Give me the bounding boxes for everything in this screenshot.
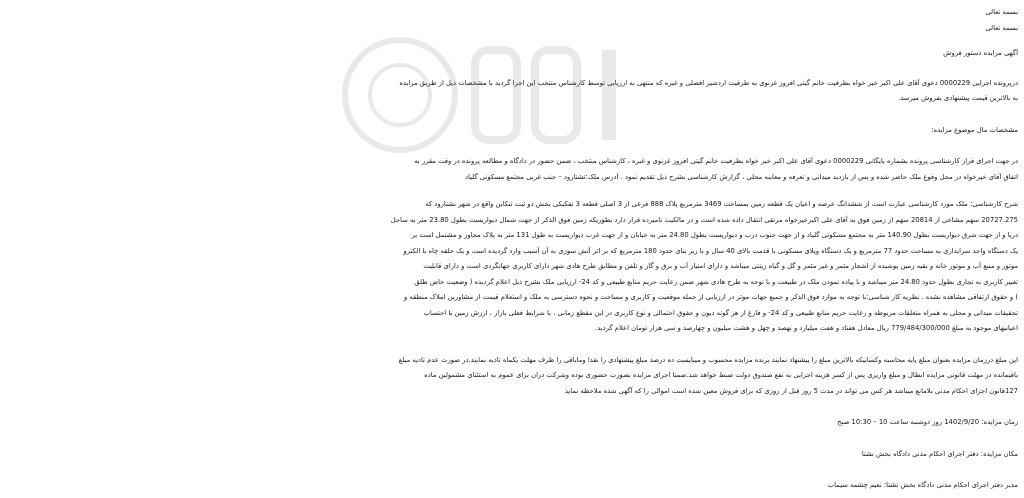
report-line: دریا و از جهت شرق دیواریست بطول 140.90 متر به مجتمع مسکونی گلیاد و از جهت جنوب درب و دیواریست بطول 24.80 متر به خیابان و از جهت غرب دیواریست به طول 131 متر به پلاک مجاور و مشتمل است بر	[411, 231, 1018, 239]
report-line: تحقیقات میدانی و محلی به همراه متعلقات مربوطه و رعایت حریم منابع طبیعی و کد 24- و فارغ از هر گونه دیون و حقوق احتمالی و نوع کاربری در این مقطع زمانی ، با شرایط فعلی بازار ، ارزش زمین با احتساب	[423, 308, 1018, 317]
report-line: تغییر کاربری به تجاری بطول حدود 24.80 متر میباشد و با پیاده نمودن ملک در طبیعت و با توجه به طرح هادی شهر ضمن رعایت حریم منابع طبیعی و کد 24- ارزیابی ملک بشرح ذیل اعلام گردیده ( وضعیت خاص طلق	[414, 277, 1018, 286]
report-line: اعیانیهای موجود به مبلغ 779/484/300/000 ریال معادل هفتاد و هفت میلیارد و نهصد و چهل و هشت میلیون و چهارصد و سی هزار تومان اعلام گردید.	[594, 324, 1018, 332]
report-line: ) و حقوق ارتفاقی مشاهده نشده . نظریه کار شناسی:با توجه به موارد فوق الذکر و جمیع جهات موثر در ارزیابی از جمله موقعیت و کاربری و مساحت و نحوه دسترسی به ملک و استعلام قیمت از مشاورین املاک منطقه و	[403, 293, 1018, 301]
report-line: یک دستگاه واحد سرایداری به مساحت حدود 77 مترمربع و یک دستگاه ویلای مسکونی با قدمت بالای 40 سال و با زیر بنای حدود 180 مترمربع که بر اثر آتش سوزی به آن آسیب وارد گردیده است و یک حلقه چاه با الکترو	[403, 246, 1018, 255]
auction-place: مکان مزایده: دفتر اجرای احکام مدنی دادگاه بخش نشتا	[861, 449, 1018, 458]
auction-time: زمان مزایده: 1402/9/20 روز دوشنبه ساعت 10 – 10:30 صبح	[837, 418, 1018, 426]
subject-heading: مشخصات مال موضوع مزایده:	[931, 125, 1018, 134]
terms-line: این مبلغ درزمان مزایده بعنوان مبلغ پایه محاسبه وکسانیکه بالاترین مبلغ را پیشنهاد نمایند برنده مزایده محسوب و میبایست ده درصد مبلغ پیشنهادی را نقدا وماباقی را ظرف مهلت یکماه تادیه نمایند.در صورت عدم تادیه مبلغ	[398, 355, 1018, 364]
intro-line: به بالاترین قیمت پیشنهادی بفروش میرسد.	[898, 94, 1018, 102]
report-line: موتور و منبع آب و موتور خانه و بقیه زمین پوشیده از اشجار مثمر و غیر مثمر و گل و گیاه زینتی میباشد و دارای امتیاز آب و برق و گاز و تلفن و مطابق طرح هادی شهر دارای کاربری جهانگردی است و دارای قابلیت	[423, 262, 1018, 270]
bismillah-line-1: بسمه تعالی	[985, 8, 1018, 16]
order-line: در جهت اجرای قرار کارشناسی پرونده بشماره بایگانی 0000229 دعوی آقای علی اکبر خیر خواه بطرفیت خانم گیتی افروز غزنوی و غیره ، کارشناس منتخب ، ضمن حضور در دادگاه و مطالعه پرونده در وقت مقرر به	[414, 157, 1018, 165]
bismillah-line-2: بسمه تعالی	[985, 24, 1018, 32]
report-line: شرح کارشناسی: ملک مورد کارشناسی عبارت است از ششدانگ عرصه و اعیان یک قطعه زمین بمساحت 3469 مترمربع پلاک 888 فرعی از 3 اصلی قطعه 3 تفکیکی بخش دو ثبت تنکابن واقع در شهر نشتارود که	[425, 200, 1018, 208]
terms-line: 127قانون اجرای احکام مدنی بلامانع میباشد هر کس می تواند در مدت 5 روز قبل از روزی که برای فروش معین شده است اموالی را که آگهی شده ملاحظه نماید	[564, 386, 1018, 395]
terms-line: باقیمانده در مهلت قانونی مزایده ابطال و مبلغ واریزی پس از کسر هزینه اجرایی به نفع صندوق دولت ضبط خواهد شد.ضمنا اجرای مزایده بصورت حضوری بوده وشرکت دران برای عموم به استثنای مشمولین ماده	[424, 371, 1018, 379]
intro-line: درپرونده اجرایی 0000229 دعوی آقای علی اکبر خیر خواه بطرفیت خانم گیتی افروز غزنوی به طرفیت اردشیر افضلی و غیره که منتهی به ارزیابی توسط کارشناس منتخب این اجرا گردید با مشخصات ذیل از طریق مزایده	[399, 78, 1018, 87]
signature-line: مدیر دفتر اجرای احکام مدنی دادگاه بخش نشتا: نعیم چشمه سیماب	[827, 481, 1018, 489]
notice-title: آگهی مزایده دستور فروش	[943, 49, 1018, 57]
report-line: 20727.275 سهم مشاعی از 20814 سهم از زمین فوق به آقای علی اکبرخیرخواه مرتقی انتقال داده شده است و در مالکیت نامبرده قرار دارد بطوریکه زمین فوق الذکر از جهت شمال دیواریست بطول 23.80 متر به ساحل	[390, 215, 1018, 224]
order-line: اتفاق آقای خیرخواه در محل وقوع ملک حاضر شده و پس از بازدید میدانی و تعرفه و معاینه محلی ، گزارش کارشناسی بشرح ذیل تقدیم نمود . آدرس ملک:تشتارود – جنب غربی مجتمع مسکونی گلیاد	[464, 172, 1018, 181]
